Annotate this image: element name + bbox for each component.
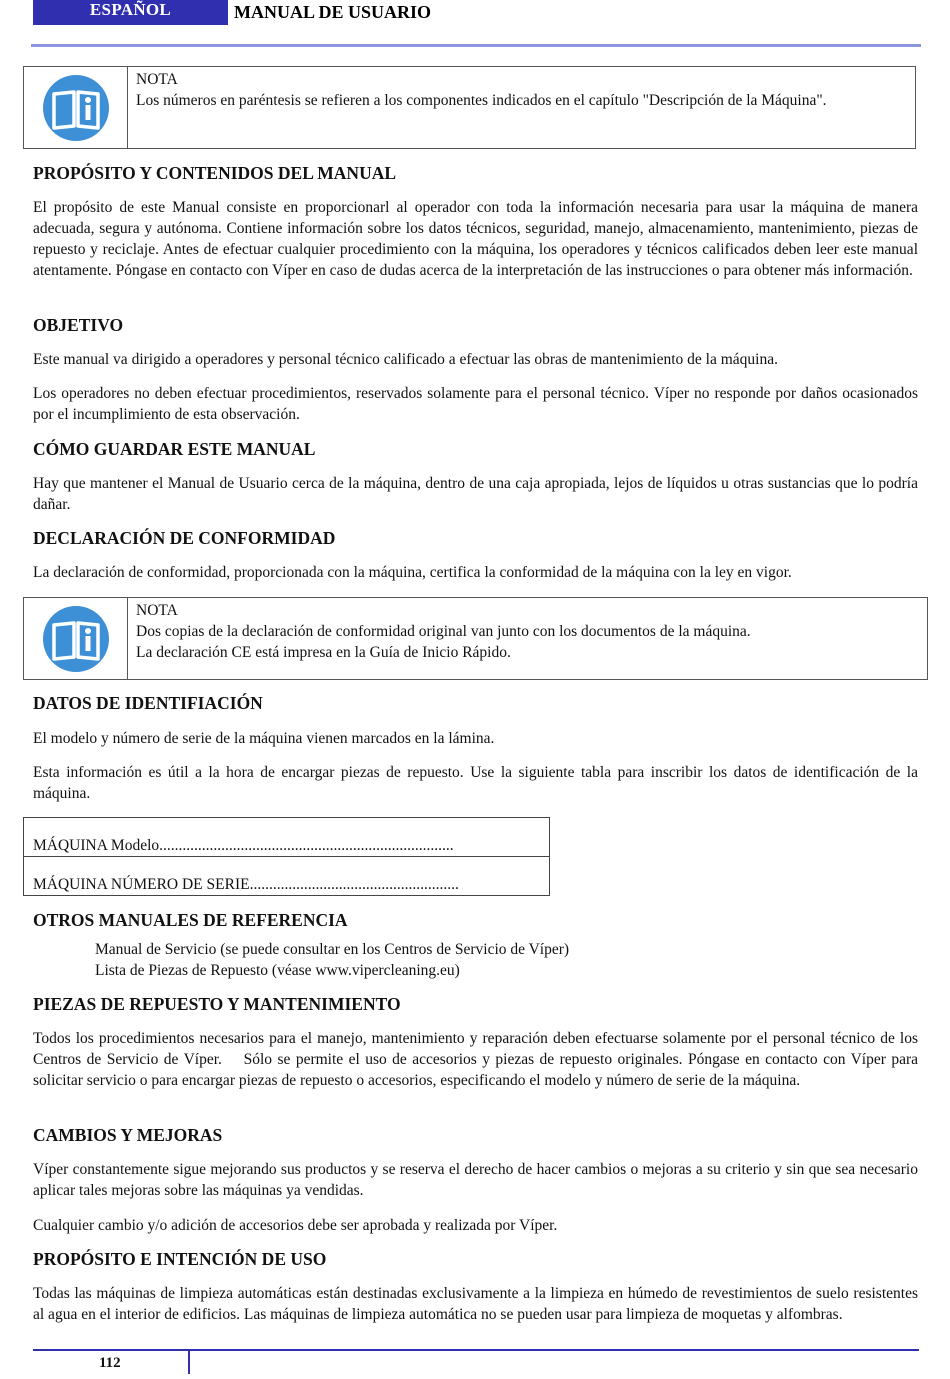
section-title-conformity: DECLARACIÓN DE CONFORMIDAD <box>33 528 336 548</box>
table-divider <box>24 856 549 857</box>
reference-list <box>95 939 569 981</box>
note-label: NOTA <box>136 602 178 619</box>
header-rule <box>31 44 921 47</box>
spare-parts-body: Todos los procedimientos necesarios para el manejo, mantenimiento y reparación deben efectuarse solamente por el personal técnico de los Centros de Servicio de Víper. Sólo se permite el uso de accesorios y piezas de repuesto originales. Póngase en contacto con Víper para solicitar servicio o para encargar piezas de repuesto o accesorios, especificando el modelo y número de serie de la máquina. <box>33 1030 922 1089</box>
note-label: NOTA <box>136 71 178 88</box>
objective-body-2: Los operadores no deben efectuar procedimientos, reservados solamente para el personal técnico. Víper no responde por daños ocasionados por el incumplimiento de esta observación. <box>33 385 918 423</box>
manual-book-info-icon <box>42 605 110 673</box>
section-title-identification: DATOS DE IDENTIFIACIÓN <box>33 693 263 713</box>
changes-body-2: Cualquier cambio y/o adición de accesorios debe ser aprobada y realizada por Víper. <box>33 1217 558 1234</box>
section-title-objective: OBJETIVO <box>33 315 124 335</box>
footer-rule <box>33 1349 919 1351</box>
purpose-body: El propósito de este Manual consiste en proporcionarl al operador con toda la información necesaria para usar la máquina de manera adecuada, segura y autónoma. Contiene información sobre los datos técnicos, seguridad, manejo, almacenamiento, mantenimiento, piezas de repuesto y reciclaje. Antes de efectuar cualquier procedimiento con la máquina, los operadores y técnicos calificados deben leer este manual atentamente. Póngase en contacto con Víper en caso de dudas acerca de la interpretación de las instrucciones o para obtener más información. <box>33 199 918 279</box>
language-tab: ESPAÑOL <box>33 0 228 25</box>
intended-use-body: Todas las máquinas de limpieza automáticas están destinadas exclusivamente a la limpieza en húmedo de revestimientos de suelo resistentes al agua en el interior de edificios. Las máquinas de limpieza automática no se pueden usar para limpieza de moquetas y alfombras. <box>33 1285 918 1323</box>
section-title-references: OTROS MANUALES DE REFERENCIA <box>33 910 348 930</box>
conformity-body: La declaración de conformidad, proporcionada con la máquina, certifica la conformidad de la máquina con la ley en vigor. <box>33 564 792 581</box>
section-title-storage: CÓMO GUARDAR ESTE MANUAL <box>33 439 316 459</box>
identification-body-1: El modelo y número de serie de la máquina vienen marcados en la lámina. <box>33 730 495 747</box>
note-line-1: Dos copias de la declaración de conformidad original van junto con los documentos de la máquina. <box>136 623 751 640</box>
objective-body-1: Este manual va dirigido a operadores y personal técnico calificado a efectuar las obras de mantenimiento de la máquina. <box>33 351 778 368</box>
page-number: 112 <box>99 1355 121 1371</box>
list-item: Manual de Servicio (se puede consultar en los Centros de Servicio de Víper) <box>95 941 570 958</box>
section-title-changes: CAMBIOS Y MEJORAS <box>33 1125 223 1145</box>
manual-title: MANUAL DE USUARIO <box>234 2 432 22</box>
section-title-spare-parts: PIEZAS DE REPUESTO Y MANTENIMIENTO <box>33 994 401 1014</box>
identification-table <box>23 817 550 896</box>
storage-body: Hay que mantener el Manual de Usuario cerca de la máquina, dentro de una caja apropiada, lejos de líquidos u otras sustancias que lo podría dañar. <box>33 475 918 513</box>
changes-body-1: Víper constantemente sigue mejorando sus productos y se reserva el derecho de hacer cambios o mejoras a su criterio y sin que sea necesario aplicar tales mejoras sobre las máquinas ya vendidas. <box>33 1161 918 1199</box>
section-title-purpose: PROPÓSITO Y CONTENIDOS DEL MANUAL <box>33 163 397 183</box>
note-icon-cell <box>24 67 128 148</box>
model-row: MÁQUINA Modelo............................................................................ <box>33 837 454 854</box>
identification-body-2: Esta información es útil a la hora de encargar piezas de repuesto. Use la siguiente tabla para inscribir los datos de identificación de la máquina. <box>33 764 918 802</box>
footer-divider <box>188 1350 190 1374</box>
list-item: Lista de Piezas de Repuesto (véase www.vipercleaning.eu) <box>95 962 460 979</box>
serial-number-row: MÁQUINA NÚMERO DE SERIE...................................................... <box>33 876 459 893</box>
note-box-components <box>23 66 916 149</box>
manual-book-info-icon <box>42 74 110 142</box>
note-text: Los números en paréntesis se refieren a los componentes indicados en el capítulo "Descripción de la Máquina". <box>136 92 827 109</box>
note-box-conformity <box>23 597 928 680</box>
section-title-intended-use: PROPÓSITO E INTENCIÓN DE USO <box>33 1249 327 1269</box>
note-line-2: La declaración CE está impresa en la Guía de Inicio Rápido. <box>136 644 511 661</box>
note-icon-cell <box>24 598 128 679</box>
